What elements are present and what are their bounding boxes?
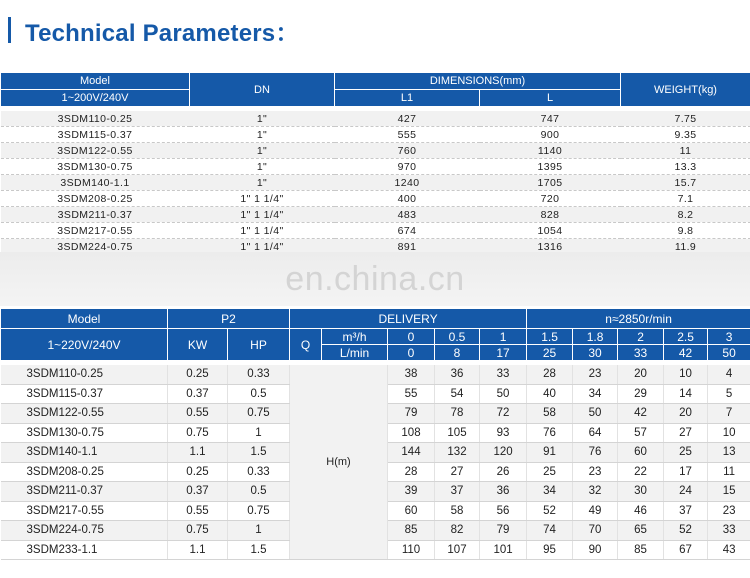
cell-dn: 1" bbox=[190, 111, 335, 127]
header-unit-lmin: L/min bbox=[322, 345, 388, 361]
cell-head-value: 57 bbox=[618, 423, 664, 443]
cell-model: 3SDM211-0.37 bbox=[1, 207, 190, 223]
cell-head-value: 39 bbox=[388, 482, 435, 502]
header-dn: DN bbox=[190, 73, 335, 107]
cell-l: 828 bbox=[480, 207, 621, 223]
flow-lmin: 25 bbox=[527, 345, 573, 361]
header-l1: L1 bbox=[335, 90, 480, 107]
cell-head-value: 33 bbox=[480, 365, 527, 384]
header-l: L bbox=[480, 90, 621, 107]
cell-model: 3SDM217-0.55 bbox=[1, 223, 190, 239]
cell-head-value: 13 bbox=[708, 443, 750, 463]
cell-head-value: 49 bbox=[573, 501, 618, 521]
cell-head-value: 65 bbox=[618, 521, 664, 541]
cell-l: 720 bbox=[480, 191, 621, 207]
cell-dn: 1" bbox=[190, 175, 335, 191]
cell-model: 3SDM140-1.1 bbox=[1, 175, 190, 191]
header-weight: WEIGHT(kg) bbox=[621, 73, 750, 107]
cell-head-value: 52 bbox=[527, 501, 573, 521]
cell-head-value: 4 bbox=[708, 365, 750, 384]
table-row bbox=[1, 127, 750, 143]
table-row bbox=[1, 223, 750, 239]
cell-head-value: 32 bbox=[573, 482, 618, 502]
cell-hp: 0.75 bbox=[228, 404, 290, 424]
cell-model: 3SDM217-0.55 bbox=[1, 501, 168, 521]
header-q: Q bbox=[290, 329, 322, 361]
cell-dn: 1" 1 1/4" bbox=[190, 207, 335, 223]
cell-head-value: 29 bbox=[618, 384, 664, 404]
flow-m3h: 3 bbox=[708, 329, 750, 345]
header-model: Model bbox=[1, 309, 168, 329]
cell-hp: 0.5 bbox=[228, 482, 290, 502]
cell-head-value: 11 bbox=[708, 462, 750, 482]
cell-head-value: 132 bbox=[435, 443, 480, 463]
cell-model: 3SDM130-0.75 bbox=[1, 423, 168, 443]
cell-head-value: 79 bbox=[388, 404, 435, 424]
cell-kw: 1.1 bbox=[168, 540, 228, 560]
header-p2: P2 bbox=[168, 309, 290, 329]
cell-head-value: 14 bbox=[664, 384, 708, 404]
cell-dn: 1" 1 1/4" bbox=[190, 223, 335, 239]
flow-lmin: 30 bbox=[573, 345, 618, 361]
performance-table bbox=[0, 308, 750, 560]
cell-model: 3SDM224-0.75 bbox=[1, 521, 168, 541]
header-voltage: 1~200V/240V bbox=[1, 90, 190, 107]
flow-lmin: 33 bbox=[618, 345, 664, 361]
cell-weight: 9.8 bbox=[621, 223, 750, 239]
table-row bbox=[1, 143, 750, 159]
cell-head-value: 34 bbox=[573, 384, 618, 404]
cell-head-value: 46 bbox=[618, 501, 664, 521]
cell-dn: 1" 1 1/4" bbox=[190, 239, 335, 255]
table-row bbox=[1, 207, 750, 223]
cell-dn: 1" 1 1/4" bbox=[190, 191, 335, 207]
cell-kw: 0.75 bbox=[168, 423, 228, 443]
cell-weight: 8.2 bbox=[621, 207, 750, 223]
cell-head-value: 33 bbox=[708, 521, 750, 541]
title-accent-bar bbox=[8, 17, 11, 43]
flow-m3h: 0.5 bbox=[435, 329, 480, 345]
cell-model: 3SDM122-0.55 bbox=[1, 143, 190, 159]
flow-m3h: 2 bbox=[618, 329, 664, 345]
header-model: Model bbox=[1, 73, 190, 90]
cell-head-value: 90 bbox=[573, 540, 618, 560]
cell-head-value: 37 bbox=[664, 501, 708, 521]
cell-head-value: 85 bbox=[388, 521, 435, 541]
cell-hp: 1.5 bbox=[228, 540, 290, 560]
cell-hp: 1 bbox=[228, 521, 290, 541]
cell-head-value: 52 bbox=[664, 521, 708, 541]
cell-head-value: 10 bbox=[708, 423, 750, 443]
cell-l1: 760 bbox=[335, 143, 480, 159]
cell-head-value: 36 bbox=[435, 365, 480, 384]
cell-head-value: 36 bbox=[480, 482, 527, 502]
cell-head-value: 5 bbox=[708, 384, 750, 404]
cell-kw: 0.75 bbox=[168, 521, 228, 541]
cell-head-value: 110 bbox=[388, 540, 435, 560]
cell-kw: 0.25 bbox=[168, 462, 228, 482]
cell-head-value: 23 bbox=[573, 462, 618, 482]
cell-model: 3SDM211-0.37 bbox=[1, 482, 168, 502]
cell-head-value: 43 bbox=[708, 540, 750, 560]
cell-head-value: 74 bbox=[527, 521, 573, 541]
cell-l: 1705 bbox=[480, 175, 621, 191]
cell-hp: 1.5 bbox=[228, 443, 290, 463]
section-title bbox=[8, 14, 300, 46]
header-hp: HP bbox=[228, 329, 290, 361]
cell-model: 3SDM208-0.25 bbox=[1, 462, 168, 482]
cell-weight: 9.35 bbox=[621, 127, 750, 143]
cell-l1: 555 bbox=[335, 127, 480, 143]
cell-head-value: 54 bbox=[435, 384, 480, 404]
dimensions-table bbox=[0, 72, 750, 255]
cell-head-value: 20 bbox=[664, 404, 708, 424]
cell-head-value: 144 bbox=[388, 443, 435, 463]
cell-head-value: 17 bbox=[664, 462, 708, 482]
cell-head-value: 67 bbox=[664, 540, 708, 560]
cell-model: 3SDM122-0.55 bbox=[1, 404, 168, 424]
cell-hp: 1 bbox=[228, 423, 290, 443]
cell-weight: 7.1 bbox=[621, 191, 750, 207]
cell-l: 1054 bbox=[480, 223, 621, 239]
header-voltage: 1~220V/240V bbox=[1, 329, 168, 361]
cell-hp: 0.5 bbox=[228, 384, 290, 404]
cell-kw: 0.55 bbox=[168, 404, 228, 424]
cell-head-value: 23 bbox=[708, 501, 750, 521]
flow-m3h: 1.8 bbox=[573, 329, 618, 345]
watermark: en.china.cn bbox=[285, 259, 465, 298]
cell-head-value: 23 bbox=[573, 365, 618, 384]
cell-head-value: 120 bbox=[480, 443, 527, 463]
cell-model: 3SDM115-0.37 bbox=[1, 127, 190, 143]
cell-head-value: 60 bbox=[618, 443, 664, 463]
cell-l: 747 bbox=[480, 111, 621, 127]
cell-head-value: 79 bbox=[480, 521, 527, 541]
cell-hp: 0.33 bbox=[228, 365, 290, 384]
cell-head-value: 58 bbox=[527, 404, 573, 424]
cell-head-value: 58 bbox=[435, 501, 480, 521]
cell-kw: 0.37 bbox=[168, 384, 228, 404]
cell-weight: 13.3 bbox=[621, 159, 750, 175]
cell-head-value: 27 bbox=[435, 462, 480, 482]
cell-hp: 0.75 bbox=[228, 501, 290, 521]
cell-head-value: 56 bbox=[480, 501, 527, 521]
header-kw: KW bbox=[168, 329, 228, 361]
flow-lmin: 0 bbox=[388, 345, 435, 361]
cell-head-value: 50 bbox=[573, 404, 618, 424]
cell-head-value: 25 bbox=[664, 443, 708, 463]
cell-head-value: 60 bbox=[388, 501, 435, 521]
cell-model: 3SDM224-0.75 bbox=[1, 239, 190, 255]
cell-hp: 0.33 bbox=[228, 462, 290, 482]
cell-head-value: 10 bbox=[664, 365, 708, 384]
cell-head-value: 78 bbox=[435, 404, 480, 424]
cell-l1: 1240 bbox=[335, 175, 480, 191]
page-title: Technical Parameters： bbox=[25, 19, 300, 47]
cell-head-value: 105 bbox=[435, 423, 480, 443]
cell-model: 3SDM130-0.75 bbox=[1, 159, 190, 175]
cell-head-value: 34 bbox=[527, 482, 573, 502]
table-row bbox=[1, 175, 750, 191]
cell-weight: 11.9 bbox=[621, 239, 750, 255]
cell-l1: 970 bbox=[335, 159, 480, 175]
cell-kw: 0.37 bbox=[168, 482, 228, 502]
cell-head-value: 42 bbox=[618, 404, 664, 424]
cell-head-value: 38 bbox=[388, 365, 435, 384]
cell-head-value: 64 bbox=[573, 423, 618, 443]
cell-l: 1140 bbox=[480, 143, 621, 159]
table-row bbox=[1, 365, 750, 384]
cell-weight: 11 bbox=[621, 143, 750, 159]
table-row bbox=[1, 111, 750, 127]
cell-head-value: 27 bbox=[664, 423, 708, 443]
cell-model: 3SDM110-0.25 bbox=[1, 111, 190, 127]
header-dimensions: DIMENSIONS(mm) bbox=[335, 73, 621, 90]
cell-head-value: 95 bbox=[527, 540, 573, 560]
flow-lmin: 8 bbox=[435, 345, 480, 361]
cell-head-value: 22 bbox=[618, 462, 664, 482]
cell-l: 1316 bbox=[480, 239, 621, 255]
cell-head-value: 108 bbox=[388, 423, 435, 443]
cell-head-value: 91 bbox=[527, 443, 573, 463]
cell-head-value: 55 bbox=[388, 384, 435, 404]
cell-head-value: 24 bbox=[664, 482, 708, 502]
cell-weight: 7.75 bbox=[621, 111, 750, 127]
cell-model: 3SDM140-1.1 bbox=[1, 443, 168, 463]
cell-head-value: 26 bbox=[480, 462, 527, 482]
header-delivery: DELIVERY bbox=[290, 309, 527, 329]
table-row bbox=[1, 159, 750, 175]
cell-model: 3SDM208-0.25 bbox=[1, 191, 190, 207]
cell-head-value: 37 bbox=[435, 482, 480, 502]
cell-l1: 674 bbox=[335, 223, 480, 239]
flow-lmin: 50 bbox=[708, 345, 750, 361]
cell-dn: 1" bbox=[190, 127, 335, 143]
cell-kw: 1.1 bbox=[168, 443, 228, 463]
cell-model: 3SDM233-1.1 bbox=[1, 540, 168, 560]
cell-head-value: 76 bbox=[573, 443, 618, 463]
flow-lmin: 17 bbox=[480, 345, 527, 361]
cell-l: 1395 bbox=[480, 159, 621, 175]
head-label: H(m) bbox=[290, 365, 388, 560]
flow-m3h: 1 bbox=[480, 329, 527, 345]
flow-m3h: 2.5 bbox=[664, 329, 708, 345]
cell-weight: 15.7 bbox=[621, 175, 750, 191]
cell-head-value: 28 bbox=[388, 462, 435, 482]
cell-head-value: 40 bbox=[527, 384, 573, 404]
cell-kw: 0.25 bbox=[168, 365, 228, 384]
flow-m3h: 0 bbox=[388, 329, 435, 345]
cell-l1: 891 bbox=[335, 239, 480, 255]
cell-model: 3SDM115-0.37 bbox=[1, 384, 168, 404]
cell-head-value: 76 bbox=[527, 423, 573, 443]
flow-lmin: 42 bbox=[664, 345, 708, 361]
cell-head-value: 50 bbox=[480, 384, 527, 404]
cell-dn: 1" bbox=[190, 159, 335, 175]
cell-kw: 0.55 bbox=[168, 501, 228, 521]
cell-dn: 1" bbox=[190, 143, 335, 159]
cell-head-value: 7 bbox=[708, 404, 750, 424]
cell-head-value: 85 bbox=[618, 540, 664, 560]
table-row bbox=[1, 191, 750, 207]
cell-head-value: 15 bbox=[708, 482, 750, 502]
cell-head-value: 30 bbox=[618, 482, 664, 502]
cell-model: 3SDM110-0.25 bbox=[1, 365, 168, 384]
cell-head-value: 70 bbox=[573, 521, 618, 541]
cell-head-value: 28 bbox=[527, 365, 573, 384]
cell-head-value: 82 bbox=[435, 521, 480, 541]
flow-m3h: 1.5 bbox=[527, 329, 573, 345]
cell-head-value: 93 bbox=[480, 423, 527, 443]
cell-l1: 427 bbox=[335, 111, 480, 127]
cell-head-value: 25 bbox=[527, 462, 573, 482]
cell-head-value: 72 bbox=[480, 404, 527, 424]
cell-head-value: 101 bbox=[480, 540, 527, 560]
cell-l1: 483 bbox=[335, 207, 480, 223]
cell-l1: 400 bbox=[335, 191, 480, 207]
cell-head-value: 20 bbox=[618, 365, 664, 384]
header-unit-m3h: m³/h bbox=[322, 329, 388, 345]
cell-head-value: 107 bbox=[435, 540, 480, 560]
header-speed: n≈2850r/min bbox=[527, 309, 750, 329]
cell-l: 900 bbox=[480, 127, 621, 143]
